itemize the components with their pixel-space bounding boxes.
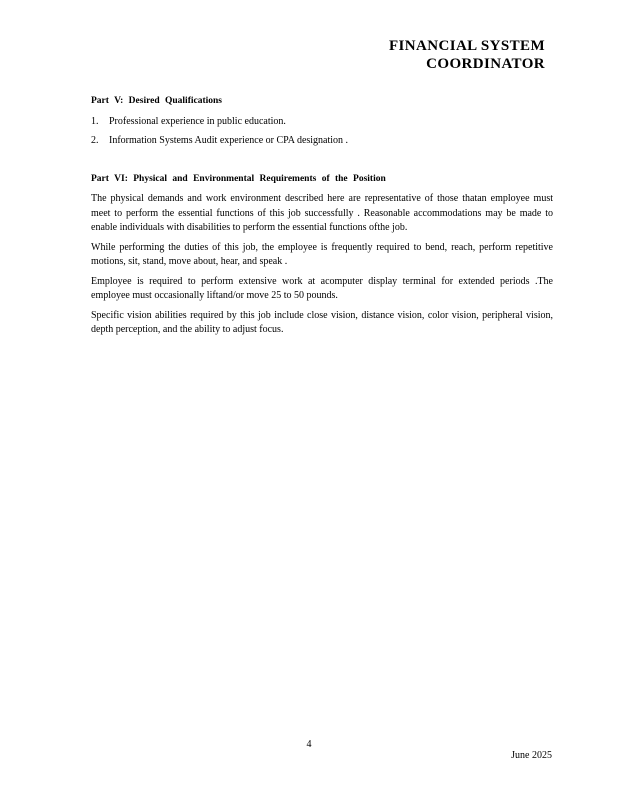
footer-date: June 2025 [511, 750, 552, 761]
title-line-1: FINANCIAL SYSTEM [388, 38, 545, 54]
list-item-text: Professional experience in public education. [109, 115, 286, 127]
paragraph-vision: Specific vision abilities required by this job include close vision, distance vision, color vision, peripheral vision, depth perception, and the ability to adjust focus. [91, 309, 553, 335]
list-item [91, 115, 553, 130]
page-number: 4 [306, 739, 312, 750]
part-v-heading: Part V: Desired Qualifications [91, 96, 223, 106]
document-body [91, 94, 553, 343]
paragraph-computer-work: Employee is required to perform extensive work at acomputer display terminal for extended periods .The employee must occasionally liftand/or move 25 to 50 pounds. [91, 275, 553, 301]
paragraph-physical-demands: The physical demands and work environment described here are representative of those thatan employee must meet to perform the essential functions of this job successfully . Reasonable accommodations may be made to enable individuals with disabilities to perform the essential functions ofthe job. [91, 193, 553, 233]
qualifications-list [91, 115, 553, 149]
list-item-number: 2. [91, 135, 99, 146]
list-item-text: Information Systems Audit experience or CPA designation . [109, 135, 349, 146]
list-item-number: 1. [91, 115, 99, 127]
list-item [91, 134, 553, 149]
document-title [389, 37, 545, 73]
paragraph-duties: While performing the duties of this job, the employee is frequently required to bend, reach, perform repetitive motions, sit, stand, move about, hear, and speak . [91, 241, 553, 267]
title-line-2: COORDINATOR [426, 56, 545, 72]
section-spacer [91, 154, 553, 172]
part-vi-heading: Part VI: Physical and Environmental Requirements of the Position [91, 173, 386, 184]
